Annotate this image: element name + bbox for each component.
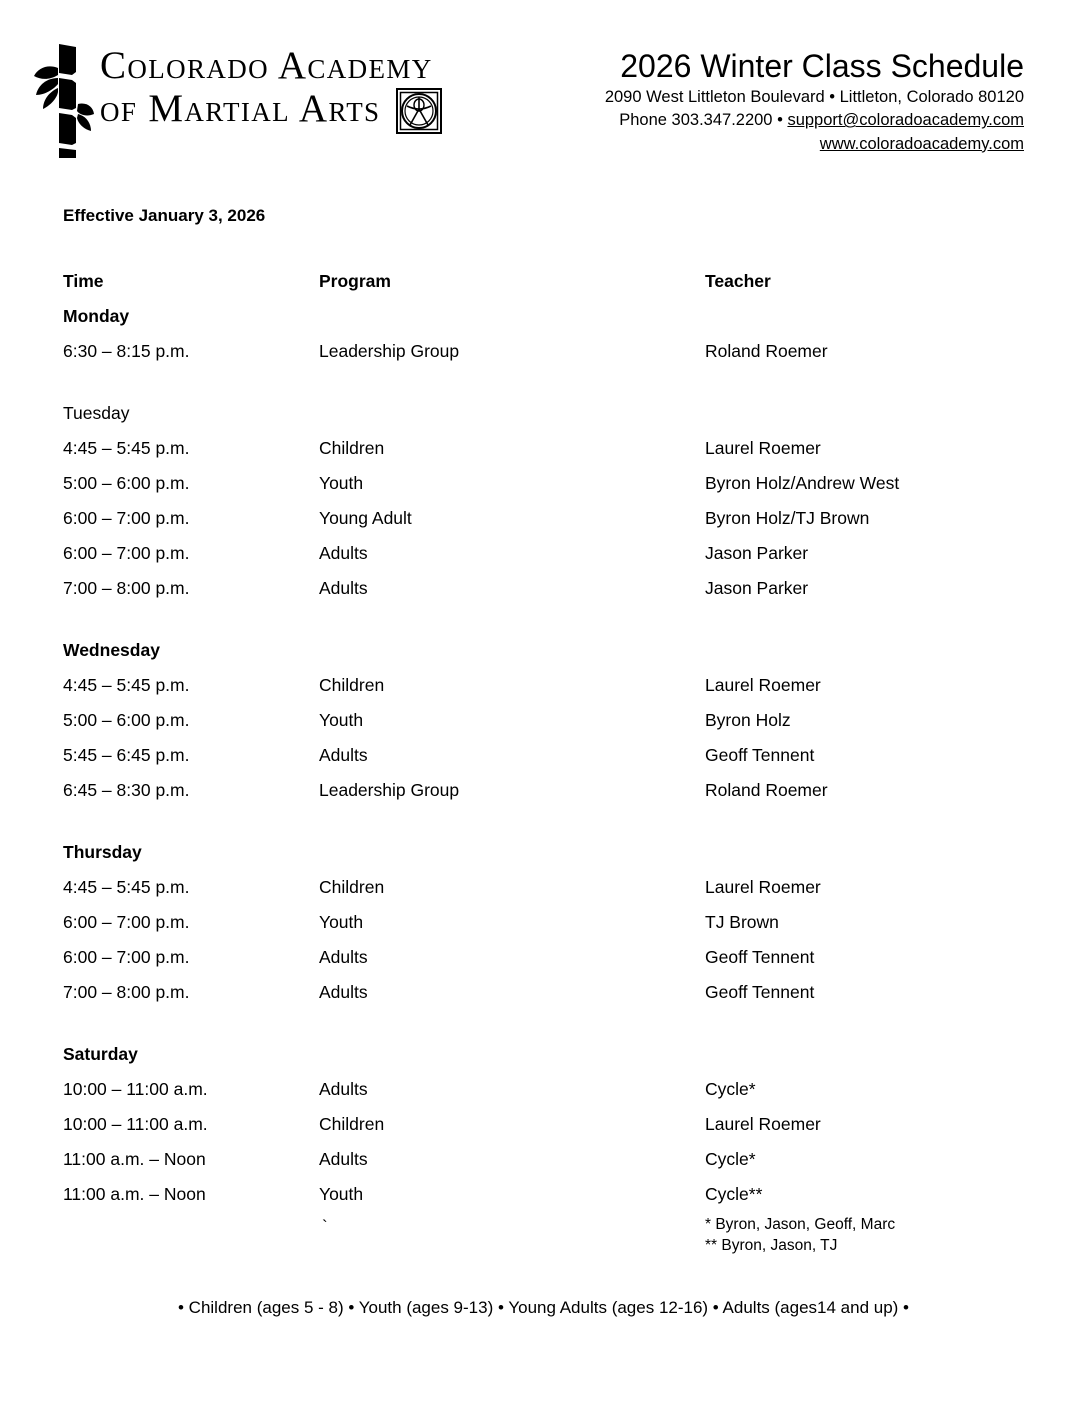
schedule-row [63, 1142, 1024, 1177]
academy-logo [32, 42, 442, 160]
cell-teacher: Laurel Roemer [705, 675, 821, 695]
column-header-time: Time [63, 271, 104, 291]
effective-date: Effective January 3, 2026 [63, 206, 266, 225]
cell-program: Adults [319, 982, 368, 1002]
cell-program: Children [319, 438, 385, 458]
schedule-sheet [0, 206, 1088, 1318]
cell-program: Youth [319, 912, 364, 932]
cell-teacher: Laurel Roemer [705, 877, 821, 897]
footnote-list [705, 1214, 895, 1256]
schedule-row [63, 431, 1024, 466]
schedule-body [63, 299, 1024, 1212]
cell-teacher: Geoff Tennent [705, 947, 815, 967]
academy-logo-wordmark [100, 42, 442, 132]
cell-program: Young Adult [319, 508, 412, 528]
cell-program: Youth [319, 473, 364, 493]
cell-teacher: Cycle* [705, 1149, 756, 1169]
schedule-row [63, 905, 1024, 940]
schedule-row [63, 1177, 1024, 1212]
cell-teacher: TJ Brown [705, 912, 779, 932]
cell-program: Youth [319, 710, 364, 730]
cell-time: 6:00 – 7:00 p.m. [63, 912, 190, 932]
cell-program: Youth [319, 1184, 364, 1204]
cell-time: 4:45 – 5:45 p.m. [63, 877, 190, 897]
day-spacer [63, 1010, 1024, 1037]
cell-time: 6:00 – 7:00 p.m. [63, 508, 190, 528]
cell-time: 6:30 – 8:15 p.m. [63, 341, 190, 361]
cell-time: 4:45 – 5:45 p.m. [63, 438, 190, 458]
logo-line-1: Colorado Academy [100, 44, 433, 87]
cell-teacher: Roland Roemer [705, 341, 828, 361]
cell-time: 6:45 – 8:30 p.m. [63, 780, 190, 800]
cell-time: 6:00 – 7:00 p.m. [63, 947, 190, 967]
footnotes-block [63, 1214, 1024, 1260]
schedule-row [63, 1072, 1024, 1107]
cell-program: Adults [319, 578, 368, 598]
bamboo-stalk-icon [32, 42, 94, 160]
cell-teacher: Byron Holz/Andrew West [705, 473, 900, 493]
footnote-single-star: * Byron, Jason, Geoff, Marc [705, 1216, 896, 1233]
day-heading-thursday: Thursday [63, 842, 142, 862]
cell-program: Adults [319, 947, 368, 967]
day-heading-saturday: Saturday [63, 1044, 138, 1064]
schedule-row [63, 668, 1024, 703]
cell-program: Adults [319, 543, 368, 563]
circular-medallion-icon [396, 88, 442, 134]
schedule-row [63, 571, 1024, 606]
column-headers [63, 264, 1024, 299]
day-heading-tuesday: Tuesday [63, 403, 130, 423]
cell-program: Children [319, 1114, 385, 1134]
day-spacer [63, 808, 1024, 835]
schedule-row [63, 501, 1024, 536]
cell-program: Adults [319, 1149, 368, 1169]
cell-teacher: Laurel Roemer [705, 1114, 821, 1134]
schedule-row [63, 975, 1024, 1010]
schedule-row [63, 334, 1024, 369]
cell-teacher: Jason Parker [705, 543, 809, 563]
column-header-teacher: Teacher [705, 271, 771, 291]
cell-teacher: Cycle** [705, 1184, 763, 1204]
cell-program: Children [319, 675, 385, 695]
cell-time: 10:00 – 11:00 a.m. [63, 1079, 208, 1099]
cell-teacher: Geoff Tennent [705, 982, 815, 1002]
schedule-row [63, 536, 1024, 571]
cell-time: 11:00 a.m. – Noon [63, 1149, 206, 1169]
website-line [554, 133, 1024, 156]
cell-time: 4:45 – 5:45 p.m. [63, 675, 190, 695]
website-link[interactable]: www.coloradoacademy.com [819, 134, 1024, 153]
cell-time: 7:00 – 8:00 p.m. [63, 578, 190, 598]
cell-teacher: Cycle* [705, 1079, 756, 1099]
stray-mark: ` [322, 1217, 328, 1236]
cell-program: Leadership Group [319, 780, 460, 800]
address-line: 2090 West Littleton Boulevard • Littleton, Colorado 80120 [604, 87, 1024, 106]
cell-time: 11:00 a.m. – Noon [63, 1184, 206, 1204]
cell-program: Adults [319, 1079, 368, 1099]
cell-time: 5:00 – 6:00 p.m. [63, 710, 190, 730]
email-link[interactable]: support@coloradoacademy.com [787, 111, 1024, 130]
page-title: 2026 Winter Class Schedule [620, 48, 1024, 84]
cell-teacher: Byron Holz/TJ Brown [705, 508, 870, 528]
cell-time: 6:00 – 7:00 p.m. [63, 543, 190, 563]
footnote-double-star: ** Byron, Jason, TJ [705, 1237, 838, 1254]
schedule-row [63, 466, 1024, 501]
schedule-row [63, 1107, 1024, 1142]
cell-time: 10:00 – 11:00 a.m. [63, 1114, 208, 1134]
schedule-row [63, 940, 1024, 975]
cell-teacher: Byron Holz [705, 710, 791, 730]
cell-program: Adults [319, 745, 368, 765]
cell-teacher: Laurel Roemer [705, 438, 821, 458]
age-groups-footer: • Children (ages 5 - 8) • Youth (ages 9-13) • Young Adults (ages 12-16) • Adults (ages14 and up) • [178, 1298, 909, 1317]
day-spacer [63, 369, 1024, 396]
cell-time: 7:00 – 8:00 p.m. [63, 982, 190, 1002]
day-heading-monday: Monday [63, 306, 130, 326]
header-contact-block [554, 48, 1024, 156]
page-header [0, 0, 1088, 153]
cell-teacher: Jason Parker [705, 578, 809, 598]
cell-time: 5:00 – 6:00 p.m. [63, 473, 190, 493]
schedule-row [63, 703, 1024, 738]
phone-text: Phone 303.347.2200 • [619, 111, 788, 130]
cell-time: 5:45 – 6:45 p.m. [63, 745, 190, 765]
day-heading-wednesday: Wednesday [63, 640, 160, 660]
schedule-row [63, 738, 1024, 773]
logo-line-2-wrap [100, 86, 442, 132]
day-spacer [63, 606, 1024, 633]
cell-teacher: Roland Roemer [705, 780, 828, 800]
cell-program: Children [319, 877, 385, 897]
schedule-row [63, 773, 1024, 808]
column-header-program: Program [319, 271, 391, 291]
cell-teacher: Geoff Tennent [705, 745, 815, 765]
cell-program: Leadership Group [319, 341, 460, 361]
logo-line-2: of Martial Arts [100, 86, 381, 130]
schedule-row [63, 870, 1024, 905]
phone-email-line [554, 109, 1024, 132]
